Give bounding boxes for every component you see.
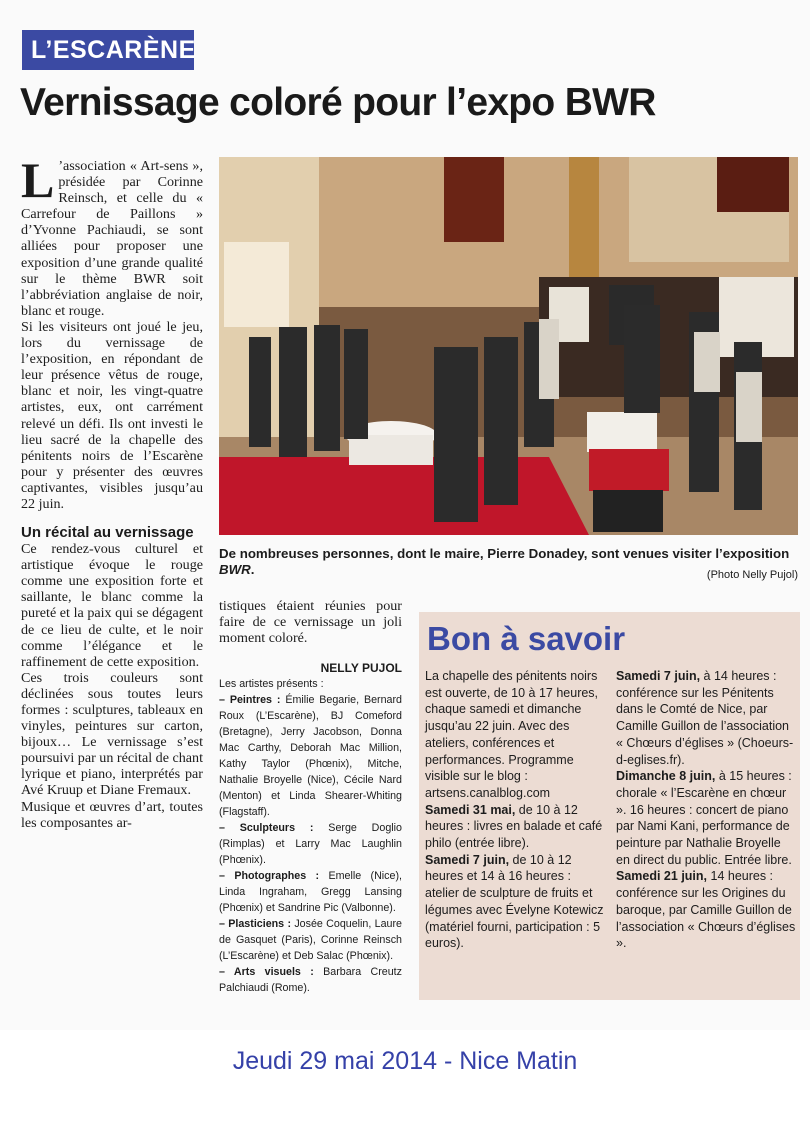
vernissage-photo-illustration — [219, 157, 798, 535]
info-item: Samedi 7 juin, à 14 heures : conférence sur les Pénitents dans le Comté de Nice, par Camille Guillon de l’association « Chœurs d’églises » (Choeurs-d-eglises.fr). — [616, 669, 794, 767]
publication-date-footer: Jeudi 29 mai 2014 - Nice Matin — [232, 1047, 578, 1075]
section-rubric: L’ESCARÈNE — [22, 30, 194, 70]
info-item: Dimanche 8 juin, à 15 heures : chorale « l’Escarène en chœur ». 16 heures : concert de piano par Nami Kani, performance de peinture par Nathalie Broyelle en direct du public. Entrée libre. — [616, 769, 792, 867]
article-paragraph: Musique et œuvres d’art, toutes les composantes ar- — [21, 798, 203, 831]
caption-text: De nombreuses personnes, dont le maire, Pierre Donadey, sont venues visiter l’exposition — [219, 546, 790, 561]
artist-group: – Peintres : Émilie Begarie, Bernard Roux (L’Escarène), BJ Comeford (Bretagne), Jerry Jacobson, Donna Mac Carthy, Deborah Mac Million, Kathy Taylor (Phœnix), Mitche, Nathalie Broyelle (Nice), Cécile Nard (Menton) et Linda Shearer-Whiting (Flagstaff). — [219, 694, 402, 819]
author-signature: NELLY PUJOL — [320, 661, 402, 676]
event-photo — [219, 157, 798, 535]
dropcap: L — [21, 152, 55, 208]
intro-text: ’association « Art-sens », présidée par Corinne Reinsch, et celle du « Carrefour de Paillons » d’Yvonne Pachiaudi, se sont alliées pour proposer une exposition d’une grande qualité sur le thème BWR soit l’abbréviation anglaise de noir, blanc et rouge. — [21, 158, 203, 319]
article-paragraph: Ces trois couleurs sont déclinées sous toutes leurs formes : sculptures, tableaux en vinyles, peintures sur carton, bijoux… Le vernissage s’est poursuivi par un récital de chant lyrique et piano, interprétés par Avé Kruup et Diane Fremaux. — [21, 669, 203, 799]
artists-intro: Les artistes présents : — [219, 678, 324, 691]
info-item: Samedi 21 juin, 14 heures : conférence sur les Origines du baroque, par Camille Guillon de l’association « Chœurs d’églises ». — [616, 869, 796, 951]
artist-group: – Arts visuels : Barbara Creutz Palchiaudi (Rome). — [219, 966, 402, 995]
article-column-2 — [219, 598, 402, 996]
info-item: La chapelle des pénitents noirs est ouverte, de 10 à 17 heures, chaque samedi et dimanche jusqu’au 22 juin. Avec des ateliers, conférences et performances. Programme visible sur le blog : artsens.canalblog.com — [425, 669, 599, 800]
info-box-title: Bon à savoir — [427, 620, 626, 657]
caption-end: . — [250, 562, 255, 577]
info-box-right-column — [616, 668, 796, 952]
article-column-1 — [21, 152, 203, 831]
info-item: Samedi 31 mai, de 10 à 12 heures : livres en balade et café philo (entrée libre). — [425, 802, 603, 851]
article-intro — [21, 152, 203, 319]
article-paragraph: Si les visiteurs ont joué le jeu, lors du vernissage de l’exposition, en répondant de leur présence vêtus de rouge, blanc et noir, les vingt-quatre artistes, eux, ont carrément relevé un défi. Ils ont investi le lieu sacré de la chapelle des pénitents noirs de l’Escarène pour y présenter des œuvres captivantes, visibles jusqu’au 22 juin. — [21, 318, 203, 512]
caption-emphasis: BWR — [219, 562, 251, 577]
artist-group: – Photographes : Emelle (Nice), Linda Ingraham, Gregg Lansing (Phœnix) et Sandrine Pic (Valbonne). — [219, 870, 402, 915]
photo-credit: (Photo Nelly Pujol) — [706, 569, 798, 581]
artist-group: – Sculpteurs : Serge Doglio (Rimplas) et Larry Mac Laughlin (Phœnix). — [219, 822, 402, 867]
artist-group: – Plasticiens : Josée Coquelin, Laure de Gasquet (Paris), Corinne Reinsch (L’Escarène) et Deb Salac (Phœnix). — [219, 918, 402, 963]
artists-list — [219, 676, 402, 996]
info-box-left-column — [425, 668, 605, 952]
headline: Vernissage coloré pour l’expo BWR — [20, 81, 656, 124]
article-paragraph: Ce rendez-vous culturel et artistique évoque le rouge comme une exposition forte et saillante, le blanc comme la pureté et la paix qui se dégagent de ce lieu de culte, et le noir comme l’élégance et le raffinement de cette exposition. — [21, 541, 203, 670]
article-paragraph: tistiques étaient réunies pour faire de ce vernissage un joli moment coloré. — [219, 598, 402, 647]
article-subhead: Un récital au vernissage — [21, 524, 194, 542]
info-item: Samedi 7 juin, de 10 à 12 heures et 14 à 16 heures : atelier de sculpture de fruits et légumes avec Évelyne Kotewicz (matériel fourni, participation : 5 euros). — [425, 852, 604, 951]
